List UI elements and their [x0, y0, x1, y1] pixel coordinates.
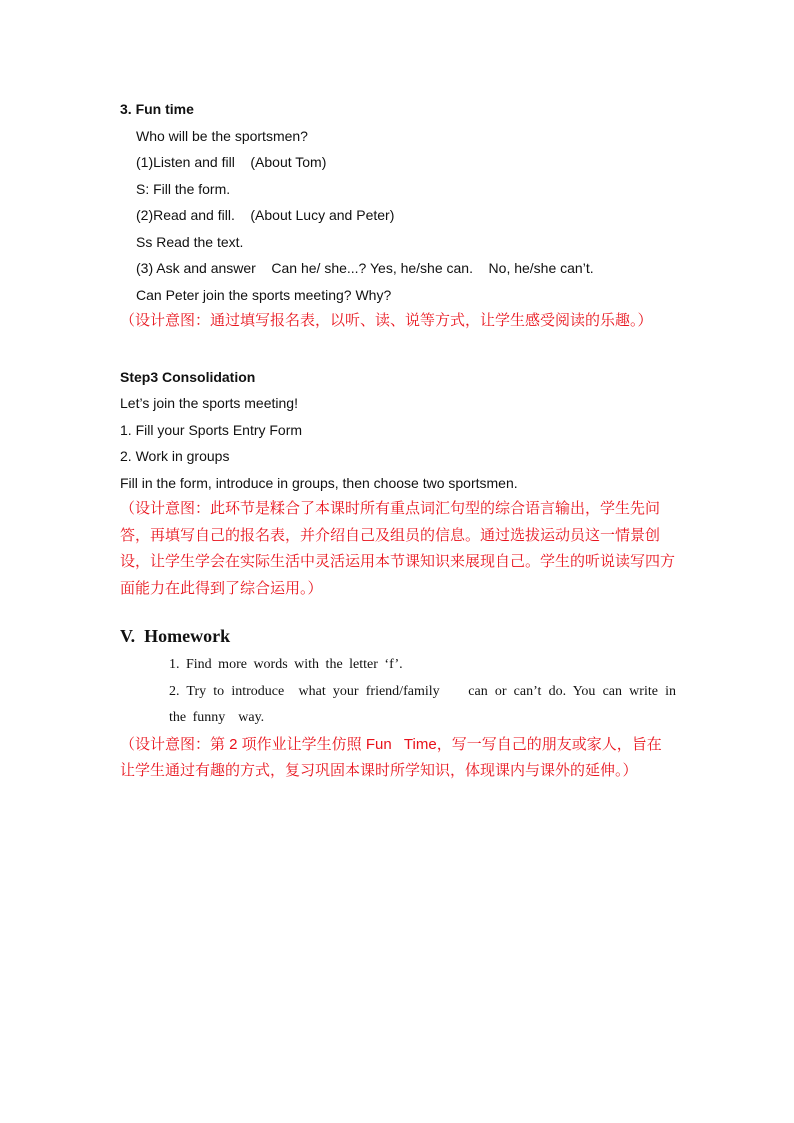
spacer — [120, 335, 676, 364]
homework-item-text: 2. Try to introduce what your friend/family can or can’t do. You can write in the funny way. — [169, 683, 683, 725]
design-intent-note-fun-time: （设计意图：通过填写报名表，以听、读、说等方式，让学生感受阅读的乐趣。） — [120, 312, 653, 329]
consolidation-line: 1. Fill your Sports Entry Form — [120, 421, 303, 438]
homework-item — [120, 679, 683, 732]
homework-item-text: 1. Find more words with the letter ‘f’. — [169, 657, 403, 672]
consolidation-line: 2. Work in groups — [120, 448, 230, 464]
design-intent-note-homework: （设计意图：第 2 项作业让学生仿照 Fun Time，写一写自己的朋友或家人，旨在让学生通过有趣的方式，复习巩固本课时所学知识，体现课内与课外的延伸。） — [120, 735, 662, 779]
fun-time-line: Ss Read the text. — [136, 233, 244, 250]
homework-item — [120, 652, 676, 679]
document-page — [120, 96, 683, 785]
fun-time-line: Can Peter join the sports meeting? Why? — [136, 286, 392, 303]
design-intent-note-consolidation: （设计意图：此环节是糅合了本课时所有重点词汇句型的综合语言输出，学生先问答，再填写自己的报名表，并介绍自己及组员的信息。通过选拔运动员这一情景创设，让学生学会在实际生活中灵活运用本节课知识来展现自己。学生的听说读写四方面能力在此得到了综合运用。） — [120, 500, 676, 597]
fun-time-line: Who will be the sportsmen? — [136, 127, 308, 144]
consolidation-line: Let’s join the sports meeting! — [120, 395, 298, 411]
fun-time-line: S: Fill the form. — [136, 180, 231, 197]
fun-time-line: (2)Read and fill. (About Lucy and Peter) — [136, 207, 395, 223]
fun-time-line: (3) Ask and answer Can he/ she...? Yes, he/she can. No, he/she can’t. — [136, 260, 594, 276]
section-heading-consolidation: Step3 Consolidation — [120, 368, 256, 385]
consolidation-line: Fill in the form, introduce in groups, then choose two sportsmen. — [120, 474, 518, 491]
fun-time-line: (1)Listen and fill (About Tom) — [136, 154, 327, 170]
section-heading-fun-time: 3. Fun time — [120, 101, 194, 117]
section-heading-homework: V. Homework — [120, 626, 231, 646]
